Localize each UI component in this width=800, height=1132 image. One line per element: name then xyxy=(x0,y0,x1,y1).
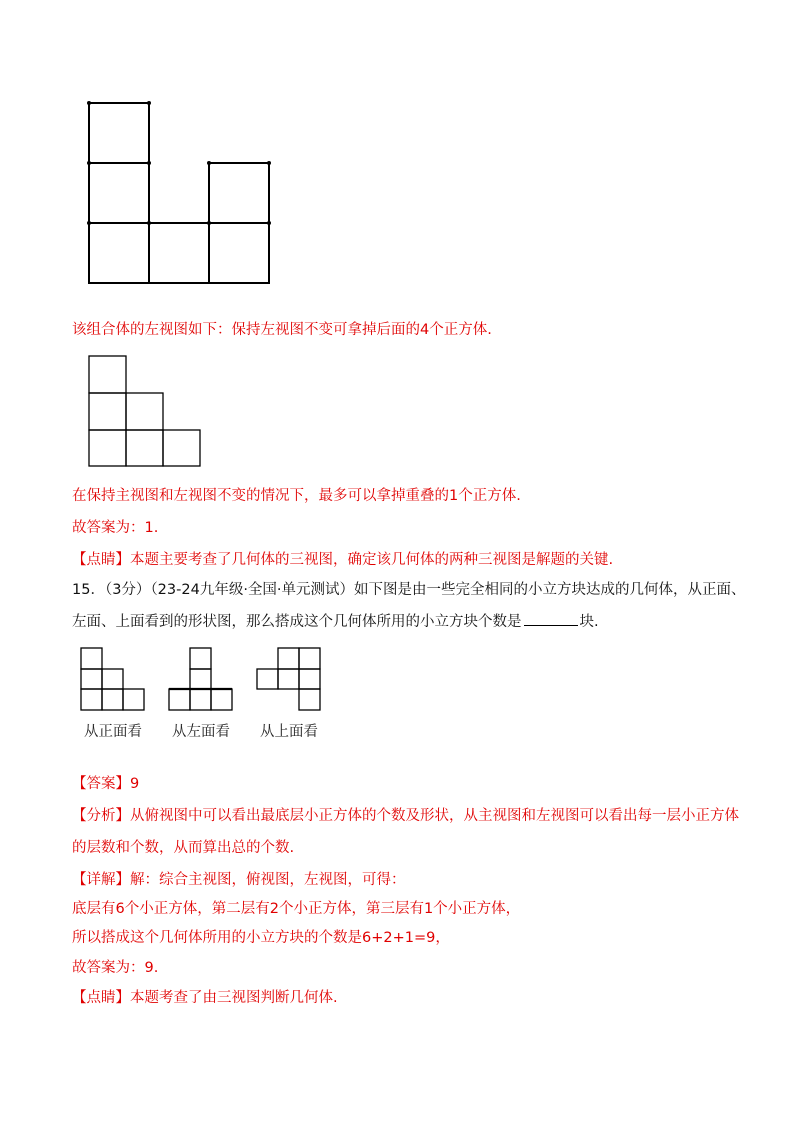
question-text-1: 如下图是由一些完全相同的小立方块达成的几何体，从正面、 xyxy=(354,582,746,598)
analysis-line-2: 的层数和个数，从而算出总的个数. xyxy=(72,840,295,856)
answer-value: 9 xyxy=(130,776,140,792)
detail-text-1: 解：综合主视图，俯视图，左视图，可得： xyxy=(130,872,406,888)
dianjing-text: 本题主要考查了几何体的三视图，确定该几何体的两种三视图是解题的关键. xyxy=(130,552,614,568)
analysis-line-1 xyxy=(72,806,739,826)
question-source: （23-24九年级·全国·单元测试） xyxy=(150,582,355,598)
final-answer-15: 故答案为：9. xyxy=(72,960,159,976)
caption-front: 从正面看 xyxy=(84,724,142,740)
answer-tag: 【答案】 xyxy=(72,776,130,792)
caption-top: 从上面看 xyxy=(260,724,318,740)
detail-line-2: 底层有6个小正方体，第二层有2个小正方体，第三层有1个小正方体， xyxy=(72,901,521,917)
detail-line-1 xyxy=(72,870,406,890)
analysis-tag: 【分析】 xyxy=(72,808,130,824)
question-score: （3分） xyxy=(104,582,151,598)
analysis-text-1: 从俯视图中可以看出最底层小正方体的个数及形状，从主视图和左视图可以看出每一层小正方体 xyxy=(130,808,739,824)
question-text-2: 左面、上面看到的形状图，那么搭成这个几何体所用的小立方块个数是 xyxy=(72,614,522,630)
left-view-figure xyxy=(88,355,202,467)
question-15-line1 xyxy=(72,580,746,600)
caption-left: 从左面看 xyxy=(172,724,230,740)
left-view-note: 该组合体的左视图如下：保持左视图不变可拿掉后面的4个正方体. xyxy=(72,322,492,338)
detail-tag: 【详解】 xyxy=(72,872,130,888)
dianjing-15 xyxy=(72,988,338,1008)
dianjing-15-tag: 【点睛】 xyxy=(72,990,130,1006)
question-number: 15． xyxy=(72,582,105,598)
front-view-figure xyxy=(86,100,272,286)
dianjing-tag: 【点睛】 xyxy=(72,552,130,568)
detail-line-3: 所以搭成这个几何体所用的小立方块的个数是6+2+1=9， xyxy=(72,930,450,946)
question-15-line2 xyxy=(72,611,599,632)
answer-15 xyxy=(72,774,139,794)
answer-14: 故答案为：1. xyxy=(72,520,159,536)
question-text-3: 块. xyxy=(579,614,599,630)
top-view-small xyxy=(256,647,326,711)
dianjing-15-text: 本题考查了由三视图判断几何体. xyxy=(130,990,338,1006)
answer-blank[interactable] xyxy=(524,611,578,626)
dianjing-14 xyxy=(72,550,613,570)
left-view-small xyxy=(168,647,240,711)
keep-views-note: 在保持主视图和左视图不变的情况下，最多可以拿掉重叠的1个正方体. xyxy=(72,488,521,504)
front-view-small xyxy=(80,647,150,711)
